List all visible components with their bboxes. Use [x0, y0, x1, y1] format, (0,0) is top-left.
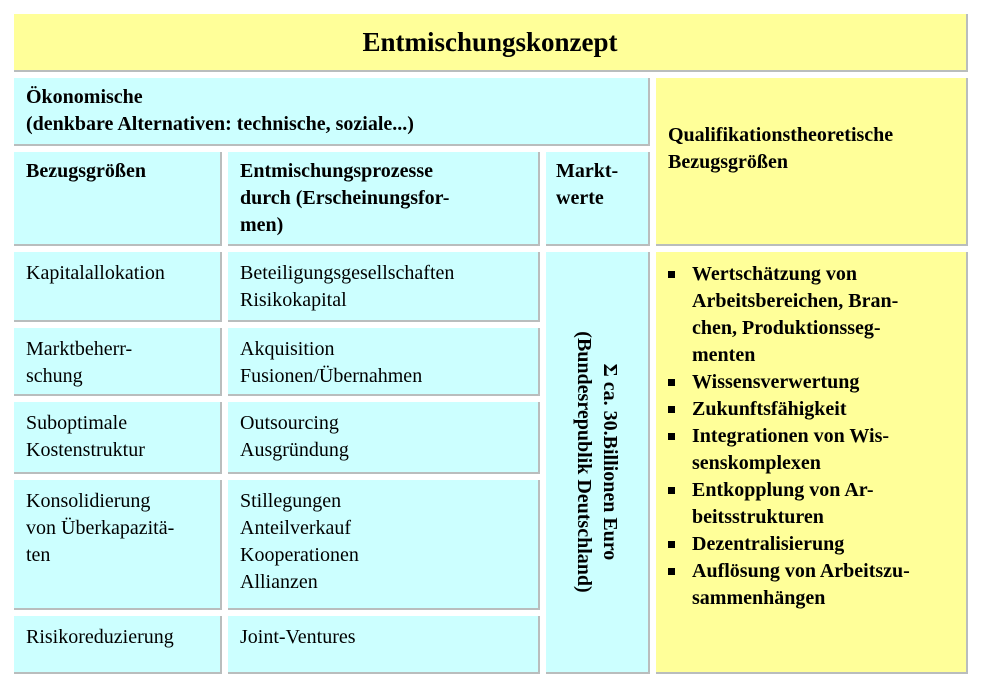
list-item-text: Wissensverwertung [692, 371, 860, 393]
list-item-text: Entkopplung von Ar- beitsstrukturen [692, 479, 874, 528]
qualifikation-list [666, 261, 910, 612]
bullet-square-icon [668, 487, 675, 494]
marktwerte-cell [546, 252, 650, 674]
bullet-square-icon [668, 379, 675, 386]
list-item-text: Auflösung von Arbeitszu- sammenhängen [692, 560, 910, 609]
list-item [666, 369, 910, 396]
table-row-3-bezug [14, 402, 222, 474]
row-1-prozess-text: Beteiligungsgesellschaften Risikokapital [240, 262, 455, 311]
list-item-text: Dezentralisierung [692, 533, 845, 555]
table-row-4-bezug [14, 480, 222, 610]
table-row-5-prozess [228, 616, 540, 674]
row-2-bezug-text: Marktbeherr- schung [26, 338, 133, 387]
marktwerte-vertical-text [571, 331, 623, 592]
table-row-4-prozess [228, 480, 540, 610]
row-3-prozess-text: Outsourcing Ausgründung [240, 412, 349, 461]
list-item [666, 396, 910, 423]
row-1-bezug-text: Kapitalallokation [26, 262, 165, 284]
row-2-prozess-text: Akquisition Fusionen/Übernahmen [240, 338, 423, 387]
bullet-square-icon [668, 406, 675, 413]
list-item [666, 531, 910, 558]
table-row-2-prozess [228, 328, 540, 396]
bullet-square-icon [668, 271, 675, 278]
list-item-text: Integrationen von Wis- senskomplexen [692, 425, 890, 474]
list-item [666, 558, 910, 612]
row-4-prozess-text: Stillegungen Anteilverkauf Kooperationen Allianzen [240, 490, 359, 593]
row-4-bezug-text: Konsolidierung von Überkapazitä- ten [26, 490, 175, 566]
list-item-text: Zukunftsfähigkeit [692, 398, 847, 420]
qualifikation-list-cell [656, 252, 968, 674]
table-row-3-prozess [228, 402, 540, 474]
qualifikation-heading: Qualifikationstheoretische Bezugsgrößen [668, 124, 894, 173]
column-header-entmischungsprozesse [228, 152, 540, 246]
row-5-prozess-text: Joint-Ventures [240, 626, 356, 648]
oekonomische-heading: Ökonomische (denkbare Alternativen: technische, soziale...) [26, 86, 414, 135]
list-item-text: Wertschätzung von Arbeitsbereichen, Bran- chen, Produktionsseg- menten [692, 263, 899, 366]
column-header-marktwerte [546, 152, 650, 246]
list-item [666, 423, 910, 477]
list-item [666, 477, 910, 531]
page-title-text: Entmischungskonzept [362, 26, 618, 57]
column-header-bezugsgroessen [14, 152, 222, 246]
table-row-1-prozess [228, 252, 540, 322]
table-row-1-bezug [14, 252, 222, 322]
oekonomische-header [14, 78, 650, 146]
bullet-square-icon [668, 568, 675, 575]
qualifikation-header [656, 78, 968, 246]
bullet-square-icon [668, 433, 675, 440]
marktwert-line-1: Σ ca. 30.Billionen Euro [599, 363, 621, 561]
table-row-5-bezug [14, 616, 222, 674]
row-5-bezug-text: Risikoreduzierung [26, 626, 174, 648]
bullet-square-icon [668, 541, 675, 548]
row-3-bezug-text: Suboptimale Kostenstruktur [26, 412, 145, 461]
list-item [666, 261, 910, 369]
column-header-marktwerte-label: Markt- werte [556, 160, 619, 209]
column-header-bezugsgroessen-label: Bezugsgrößen [26, 160, 146, 182]
page-title [14, 14, 968, 72]
column-header-entmischungsprozesse-label: Entmischungsprozesse durch (Erscheinungsfor- men) [240, 160, 450, 236]
marktwert-line-2: (Bundesrepublik Deutschland) [573, 331, 595, 593]
table-row-2-bezug [14, 328, 222, 396]
